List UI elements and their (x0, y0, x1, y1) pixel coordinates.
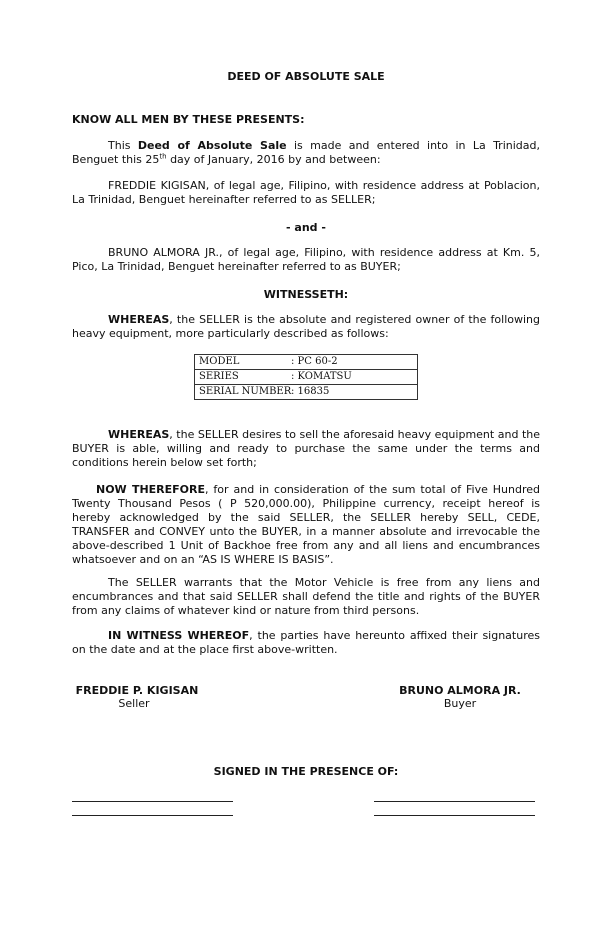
signed-presence-heading: SIGNED IN THE PRESENCE OF: (213, 765, 399, 778)
equipment-cell (195, 385, 418, 400)
whereas-owner-lead: WHEREAS (108, 313, 170, 326)
whereas-owner-text: , the SELLER is the absolute and registered owner of the following heavy equipment, more particularly described as follows: (72, 313, 540, 340)
buyer-signature-name: BRUNO ALMORA JR. (399, 684, 521, 697)
in-witness-paragraph (72, 629, 540, 657)
witness-signature-line (72, 801, 233, 802)
document-title: DEED OF ABSOLUTE SALE (227, 70, 385, 83)
witness-signature-line (374, 815, 535, 816)
equipment-table (194, 354, 418, 400)
witness-signature-line (72, 815, 233, 816)
witness-signature-line (374, 801, 535, 802)
equipment-label: SERIES (199, 371, 239, 382)
now-therefore-paragraph (72, 483, 540, 567)
buyer-signature-role: Buyer (443, 697, 477, 710)
opening-heading: KNOW ALL MEN BY THESE PRESENTS: (72, 113, 305, 126)
seller-signature-role: Seller (118, 697, 150, 710)
warranty-paragraph: The SELLER warrants that the Motor Vehicle is free from any liens and encumbrances and that said SELLER shall defend the title and rights of the BUYER from any claims of whatever kind or nature from third persons. (72, 576, 540, 617)
whereas-sell-paragraph (72, 428, 540, 470)
now-therefore-lead: NOW THEREFORE (96, 483, 206, 496)
table-row (195, 370, 418, 385)
table-row (195, 385, 418, 400)
intro-text-1: is made and entered into in La Trinidad, Benguet this 25 (72, 139, 540, 166)
in-witness-lead: IN WITNESS WHEREOF (108, 629, 250, 642)
seller-party-paragraph: FREDDIE KIGISAN, of legal age, Filipino, with residence address at Poblacion, La Trinidad, Benguet hereinafter referred to as SELLER; (72, 179, 540, 206)
whereas-owner-paragraph (72, 313, 540, 341)
intro-doc-name: Deed of Absolute Sale (137, 139, 287, 152)
intro-lead: This (108, 139, 138, 152)
equipment-cell (195, 355, 418, 370)
intro-paragraph (72, 139, 540, 167)
whereas-sell-text: , the SELLER desires to sell the aforesaid heavy equipment and the BUYER is able, willing and ready to purchase the same under the terms and conditions herein below set forth; (72, 428, 540, 469)
intro-superscript: th (159, 152, 167, 161)
equipment-label: SERIAL NUMBER (199, 386, 292, 397)
equipment-value: : PC 60-2 (291, 356, 338, 367)
whereas-sell-lead: WHEREAS (108, 428, 170, 441)
equipment-cell (195, 370, 418, 385)
and-separator: - and - (286, 221, 326, 234)
equipment-value: : KOMATSU (291, 371, 352, 382)
buyer-party-paragraph: BRUNO ALMORA JR., of legal age, Filipino, with residence address at Km. 5, Pico, La Trinidad, Benguet hereinafter referred to as BUYER; (72, 246, 540, 273)
seller-signature-name: FREDDIE P. KIGISAN (75, 684, 199, 697)
equipment-label: MODEL (199, 356, 240, 367)
now-therefore-text: , for and in consideration of the sum total of Five Hundred Twenty Thousand Pesos ( P 520,000.00), Philippine currency, receipt hereof is hereby acknowledged by the said SELLER, the SELLER hereby SELL, CEDE, TRANSFER and CONVEY unto the BUYER, in a manner absolute and irrevocable the above-described 1 Unit of Backhoe free from any and all liens and encumbrances whatsoever and on an “AS IS WHERE IS BASIS”. (72, 483, 541, 566)
equipment-value: : 16835 (291, 386, 330, 397)
witnesseth-heading: WITNESSETH: (263, 288, 349, 301)
in-witness-text: , the parties have hereunto affixed their signatures on the date and at the place first above-written. (72, 629, 540, 656)
table-row (195, 355, 418, 370)
intro-text-2: day of January, 2016 by and between: (166, 153, 381, 166)
